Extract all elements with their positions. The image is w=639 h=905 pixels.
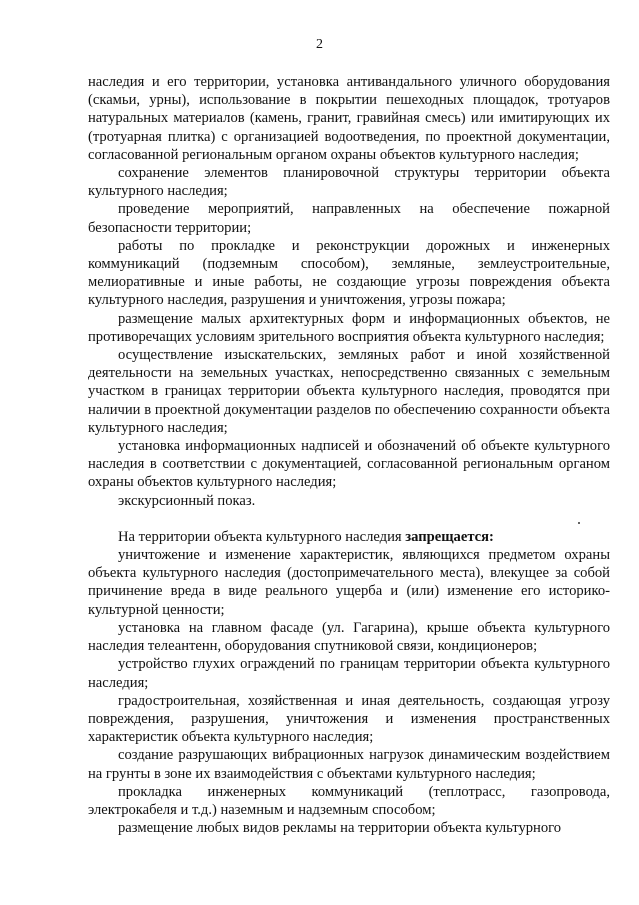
prohibited-heading-bold: запрещается: (405, 528, 494, 545)
paragraph: создание разрушающих вибрационных нагрузок динамическим воздействием на грунты в зоне их взаимодействия с объектами культурного наследия; (88, 747, 610, 782)
page-number: 2 (316, 37, 323, 52)
paragraph: размещение любых видов рекламы на территории объекта культурного (118, 820, 562, 837)
paragraph: экскурсионный показ. (118, 492, 256, 509)
document-body (88, 73, 610, 837)
paragraph: наследия и его территории, установка антивандального уличного оборудования (скамьи, урны), использование в покрытии пешеходных площадок, тротуаров натуральных материалов (камень, гранит, гравийная смесь) или имитирующих их (тротуарная плитка) с организацией водоотведения, по проектной документации, согласованной региональным органом охраны объектов культурного наследия; (88, 74, 610, 163)
blank-line (88, 510, 610, 528)
prohibited-heading-prefix: На территории объекта культурного наследия (118, 528, 406, 545)
prohibited-heading (88, 528, 610, 546)
paragraph: уничтожение и изменение характеристик, являющихся предметом охраны объекта культурного наследия (достопримечательного места), влекущее за собой причинение вреда в виде реального ущерба и (или) изменение его историко-культурной ценности; (88, 547, 610, 618)
paragraph: осуществление изыскательских, земляных работ и иной хозяйственной деятельности на земельных участках, непосредственно связанных с земельным участком в границах территории объекта культурного наследия, проводятся при наличии в проектной документации разделов по обеспечению сохранности объекта культурного наследия; (88, 347, 610, 436)
scan-speck (578, 522, 580, 524)
paragraph: установка информационных надписей и обозначений об объекте культурного наследия в соответствии с документацией, согласованной региональным органом охраны объектов культурного наследия; (88, 438, 610, 491)
paragraph: градостроительная, хозяйственная и иная деятельность, создающая угрозу повреждения, разрушения, уничтожения и изменения пространственных характеристик объекта культурного наследия; (88, 692, 610, 746)
paragraph: работы по прокладке и реконструкции дорожных и инженерных коммуникаций (подземным способом), земляные, землеустроительные, мелиоративные и иные работы, не создающие угрозы повреждения объекта культурного наследия, разрушения и уничтожения, угрозы пожара; (88, 237, 610, 309)
paragraph: прокладка инженерных коммуникаций (теплотрасс, газопровода, электрокабеля и т.д.) наземным и надземным способом; (88, 783, 610, 818)
paragraph: устройство глухих ограждений по границам территории объекта культурного наследия; (88, 656, 610, 691)
paragraph: проведение мероприятий, направленных на обеспечение пожарной безопасности территории; (88, 201, 610, 236)
paragraph: размещение малых архитектурных форм и информационных объектов, не противоречащих условиям зрительного восприятия объекта культурного наследия; (88, 310, 610, 345)
paragraph: сохранение элементов планировочной структуры территории объекта культурного наследия; (88, 165, 610, 200)
paragraph: установка на главном фасаде (ул. Гагарина), крыше объекта культурного наследия телеантенн, оборудования спутниковой связи, кондиционеров; (88, 619, 610, 655)
